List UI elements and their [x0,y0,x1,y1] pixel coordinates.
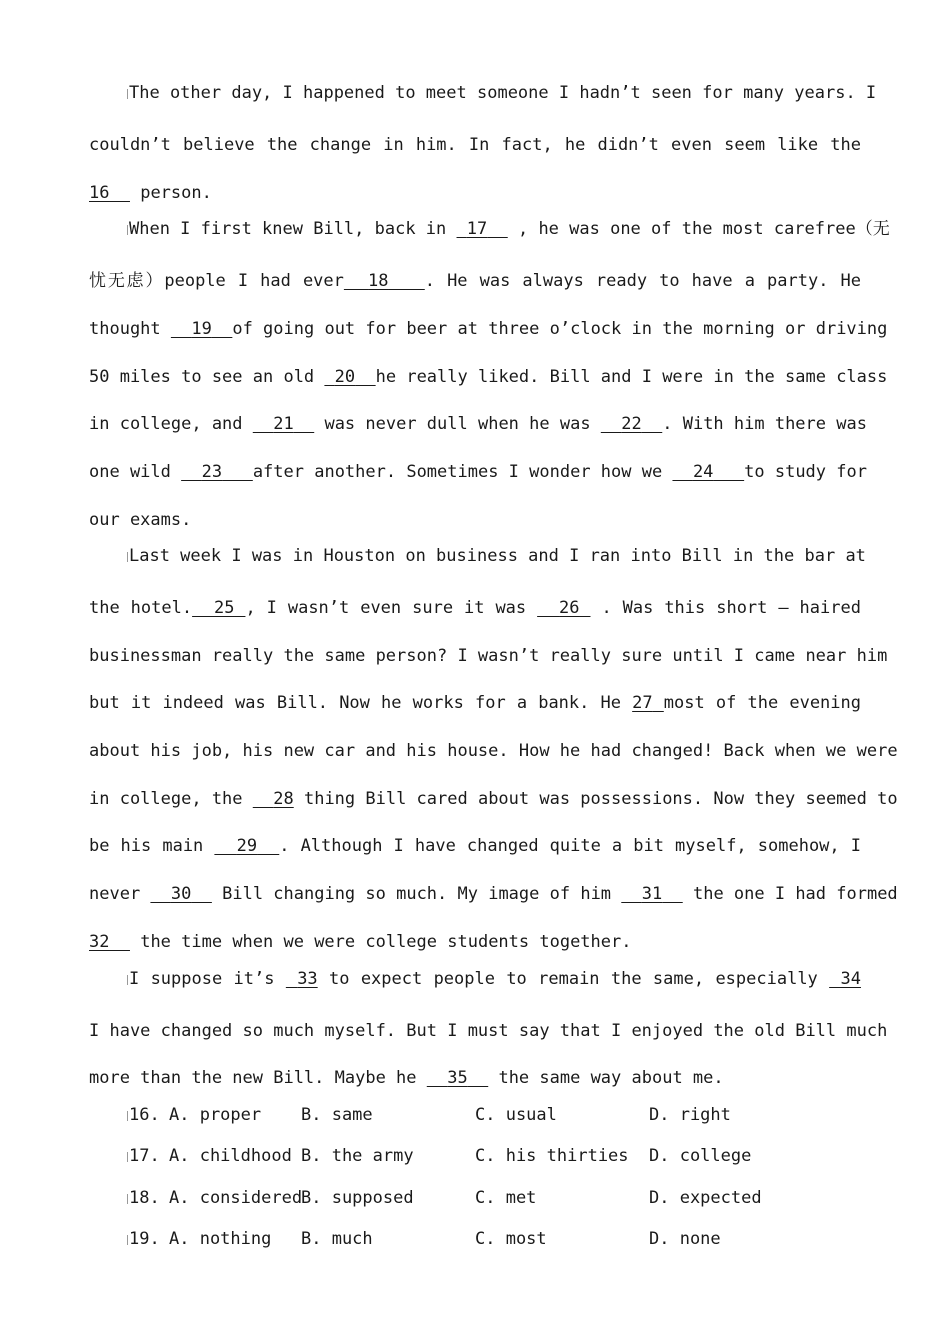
passage-line: the hotel. 25 , I wasn’t even sure it was 26 . Was this short – haired [89,598,861,618]
option-a: A. nothing [169,1229,272,1249]
passage-line: 50 miles to see an old 20 he really liked. Bill and I were in the same class [89,367,888,387]
option-b: B. supposed [301,1188,414,1208]
blank-20: 20 [334,367,356,387]
blank-32: 32 [89,932,110,952]
option-b: B. much [301,1229,373,1249]
passage-line: about his job, his new car and his house. How he had changed! Back when we were [89,741,898,761]
paragraph-mark [127,1111,128,1121]
paragraph-mark [127,1194,128,1204]
paragraph-mark [127,1152,128,1162]
question-number: 16. [129,1105,160,1125]
blank-27: 27 [632,693,653,713]
paragraph-mark [127,552,128,562]
question-18 [129,1185,829,1211]
blank-24: 24 [692,462,714,482]
blank-28: 28 [273,789,294,809]
blank-17: 17 [466,219,488,239]
blank-31: 31 [641,884,663,904]
option-a: A. considered [169,1188,303,1208]
passage-line: be his main 29 . Although I have changed quite a bit myself, somehow, I [89,836,861,856]
option-c: C. his thirties [475,1146,629,1166]
blank-22: 22 [621,414,642,434]
passage-line: I have changed so much myself. But I must say that I enjoyed the old Bill much [89,1021,888,1041]
question-number: 17. [129,1146,160,1166]
option-c: C. met [475,1188,537,1208]
passage-line: one wild 23 after another. Sometimes I wonder how we 24 to study for [89,462,867,482]
option-d: D. college [649,1146,752,1166]
passage-line: never 30 Bill changing so much. My image of him 31 the one I had formed [89,884,898,904]
paragraph-mark [127,1235,128,1245]
passage-line: 32 the time when we were college students together. [89,932,632,952]
option-a: A. proper [169,1105,262,1125]
option-d: D. none [649,1229,721,1249]
option-c: C. usual [475,1105,557,1125]
option-d: D. right [649,1105,731,1125]
blank-33: 33 [297,969,318,989]
passage-line: our exams. [89,510,192,530]
blank-34: 34 [840,969,861,989]
blank-16: 16 [89,183,110,203]
blank-25: 25 [214,598,235,618]
passage-line: thought 19 of going out for beer at three o’clock in the morning or driving [89,319,888,339]
passage-line: 忧无虑）people I had ever 18 . He was always ready to have a party. He [89,271,861,291]
option-d: D. expected [649,1188,762,1208]
paragraph-mark [127,89,128,99]
passage-line: I suppose it’s 33 to expect people to remain the same, especially 34 [129,969,861,989]
blank-29: 29 [236,836,258,856]
passage-line: more than the new Bill. Maybe he 35 the same way about me. [89,1068,724,1088]
blank-35: 35 [447,1068,468,1088]
passage-line: in college, the 28 thing Bill cared about was possessions. Now they seemed to [89,789,898,809]
passage-line: When I first knew Bill, back in 17 , he was one of the most carefree（无 [129,219,890,239]
blank-30: 30 [170,884,192,904]
paragraph-mark [127,975,128,985]
passage-line: 16 person. [89,183,212,203]
blank-23: 23 [201,462,223,482]
option-b: B. the army [301,1146,414,1166]
question-16 [129,1102,829,1128]
blank-19: 19 [191,319,212,339]
passage-line: in college, and 21 was never dull when he was 22 . With him there was [89,414,867,434]
question-number: 19. [129,1229,160,1249]
passage-line: but it indeed was Bill. Now he works for a bank. He 27 most of the evening [89,693,861,713]
question-17 [129,1143,829,1169]
option-b: B. same [301,1105,373,1125]
passage-line: The other day, I happened to meet someone I hadn’t seen for many years. I [129,83,877,103]
question-number: 18. [129,1188,160,1208]
passage-line: businessman really the same person? I wasn’t really sure until I came near him [89,646,888,666]
blank-18: 18 [368,271,389,291]
blank-21: 21 [273,414,294,434]
question-19 [129,1226,829,1252]
passage-line: Last week I was in Houston on business and I ran into Bill in the bar at [129,546,866,566]
paragraph-mark [127,225,128,235]
option-a: A. childhood [169,1146,292,1166]
passage-line: couldn’t believe the change in him. In fact, he didn’t even seem like the [89,135,861,155]
option-c: C. most [475,1229,547,1249]
blank-26: 26 [559,598,580,618]
